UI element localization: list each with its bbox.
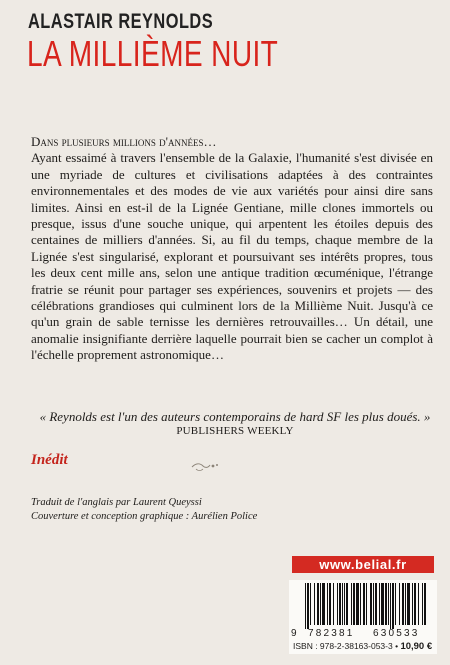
barcode-panel (289, 580, 437, 654)
barcode-bar (375, 583, 377, 625)
barcode-bar (395, 583, 396, 625)
barcode-bar (422, 583, 423, 625)
barcode-bar (412, 583, 413, 625)
barcode-bar (353, 583, 355, 625)
barcode-bar (329, 583, 331, 625)
barcode-bar (424, 583, 426, 625)
cover-credit: Couverture et conception graphique : Aurélien Police (31, 511, 258, 522)
barcode-bar (399, 583, 400, 625)
blurb-opening: Dans plusieurs millions d'années… (31, 134, 217, 149)
isbn-number: ISBN : 978-2-38163-053-3 (293, 641, 393, 651)
barcode-bar (388, 583, 389, 625)
barcode-bar (360, 583, 361, 625)
barcode-bar (414, 583, 416, 625)
back-cover-blurb (31, 134, 433, 364)
publisher-website-banner: www.belial.fr (292, 556, 434, 573)
barcode-bar (342, 583, 343, 625)
ean-left-group: 782381 (308, 628, 355, 639)
barcode-bar (370, 583, 372, 625)
barcode-icon (293, 583, 433, 629)
barcode-bar (333, 583, 334, 625)
barcode-bar (363, 583, 365, 625)
review-source: PUBLISHERS WEEKLY (176, 425, 294, 437)
edition-label: Inédit (31, 452, 68, 468)
author-name: ALASTAIR REYNOLDS (28, 10, 214, 33)
barcode-bar (337, 583, 338, 625)
barcode-bar (327, 583, 328, 625)
barcode-bar (307, 583, 309, 629)
credits-block (31, 496, 331, 524)
barcode-bar (310, 583, 311, 625)
barcode-bar (317, 583, 319, 625)
barcode-bar (322, 583, 325, 625)
barcode-bar (314, 583, 315, 625)
barcode-bar (339, 583, 341, 625)
barcode-bar (385, 583, 387, 625)
barcode-bar (418, 583, 419, 625)
ean-right-group: 630533 (373, 628, 420, 639)
isbn-price-line (293, 641, 433, 653)
ean-first-digit: 9 (291, 628, 297, 639)
barcode-bar (346, 583, 348, 625)
barcode-bar (305, 583, 306, 629)
review-quote: « Reynolds est l'un des auteurs contemporains de hard SF les plus doués. » (39, 409, 431, 424)
ornament-icon (190, 460, 220, 472)
barcode-bar (402, 583, 404, 625)
barcode-bar (379, 583, 380, 625)
ean-digits (289, 628, 437, 640)
barcode-bar (366, 583, 367, 625)
barcode-bar (405, 583, 406, 625)
barcode-bar (351, 583, 352, 625)
isbn-separator: • (395, 641, 399, 651)
barcode-bar (320, 583, 321, 625)
barcode-bar (381, 583, 384, 625)
book-title: LA MILLIÈME NUIT (27, 33, 279, 74)
price-label: 10,90 € (400, 641, 433, 652)
barcode-bar (390, 583, 391, 629)
blurb-body: Ayant essaimé à travers l'ensemble de la Galaxie, l'humanité s'est divisée en une myriade de cultures et civilisations adaptées à des contraintes environnementales et des modes de vie aux variétés pour ainsi dire sans limites. Ainsi en est-il de la Lignée Gentiane, mille clones immortels ou presque, issus d'une souche unique, qui arpentent les étoiles depuis des centaines de milliers d'années. Si, au fil du temps, chaque membre de la Lignée s'est singularisé, explorant et poursuivant ses intérêts propres, tous les deux cent mille ans, selon une antique tradition œcuménique, l'étrange fratrie se réunit pour partager ses expériences, souvenirs et projets — des célébrations grandioses qui culminent lors de la Millième Nuit. Jusqu'à ce qu'un grain de sable ternisse les dernières retrouvailles… Un détail, une anomalie insignifiante derrière laquelle pourrait bien se cacher un complot à l'échelle proprement astronomique… (31, 150, 433, 363)
translation-credit: Traduit de l'anglais par Laurent Queyssi (31, 497, 202, 508)
barcode-bar (356, 583, 359, 625)
barcode-bar (407, 583, 410, 625)
barcode-bar (392, 583, 394, 629)
barcode-bar (344, 583, 345, 625)
barcode-bar (373, 583, 374, 625)
